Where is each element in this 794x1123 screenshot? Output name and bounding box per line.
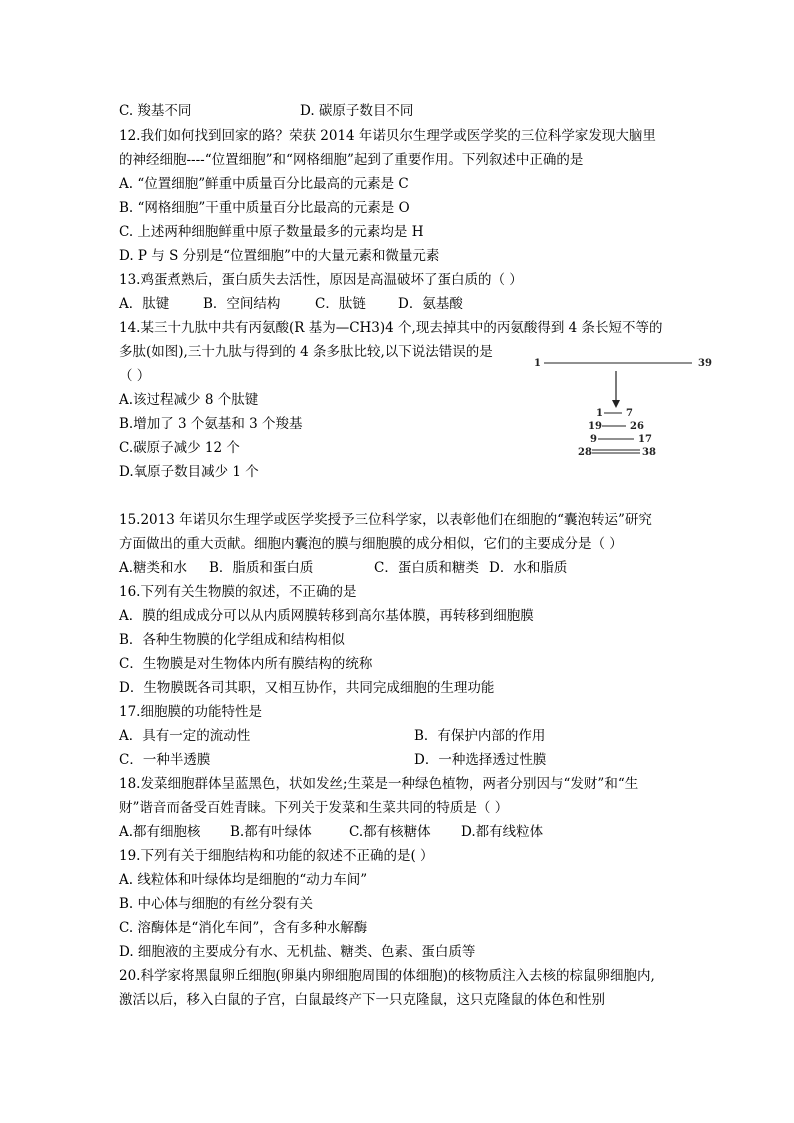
fig-r3-left: 9 [590,434,597,445]
q15-stem-line1: 15.2013 年诺贝尔生理学或医学奖授予三位科学家，以表彰他们在细胞的“囊泡转运”研究 [119,512,652,528]
q15-option-a: A.糖类和水 [119,560,188,576]
q12-option-a: A. “位置细胞”鲜重中质量百分比最高的元素是 C [119,176,409,192]
fig-r4-right: 38 [642,447,656,458]
q19-option-d: D. 细胞液的主要成分有水、无机盐、糖类、色素、蛋白质等 [119,944,476,960]
q13-option-c: C．肽链 [315,296,366,312]
q19-option-a: A. 线粒体和叶绿体均是细胞的“动力车间” [119,872,368,888]
peptide-diagram [530,352,730,467]
q14-answer-paren: （ ） [119,368,151,384]
q17-option-a: A．具有一定的流动性 [119,728,251,744]
q14-stem-line2: 多肽(如图),三十九肽与得到的 4 条多肽比较,以下说法错误的是 [119,344,493,360]
q14-stem-line1: 14.某三十九肽中共有丙氨酸(R 基为—CH3)4 个,现去掉其中的丙氨酸得到 4 条长短不等的 [119,320,663,336]
q18-option-b: B.都有叶绿体 [230,824,312,840]
q13-option-a: A．肽键 [119,296,170,312]
q13-option-d: D．氨基酸 [398,296,463,312]
fig-r1-left: 1 [596,408,603,419]
fig-r2-right: 26 [630,421,644,432]
q18-options [119,823,544,841]
fig-r4-left: 28 [578,447,592,458]
q18-option-d: D.都有线粒体 [461,824,544,840]
q17-stem: 17.细胞膜的功能特性是 [119,704,262,720]
q12-option-c: C. 上述两种细胞鲜重中原子数量最多的元素均是 H [119,224,424,240]
q14-option-a: A.该过程减少 8 个肽键 [119,392,259,408]
q18-stem-line1: 18.发菜细胞群体呈蓝黑色，状如发丝;生菜是一种绿色植物，两者分别因与“发财”和“生 [119,776,639,792]
q20-stem-line2: 激活以后，移入白鼠的子宫，白鼠最终产下一只克隆鼠，这只克隆鼠的体色和性别 [119,992,605,1008]
q15-option-b: B．脂质和蛋白质 [209,560,314,576]
q19-stem: 19.下列有关于细胞结构和功能的叙述不正确的是( ） [119,848,434,864]
q18-stem-line2: 财”谐音而备受百姓青睐。下列关于发菜和生菜共同的特质是（ ） [119,800,509,816]
q17-option-c: C．一种半透膜 [119,752,211,768]
q19-option-b: B. 中心体与细胞的有丝分裂有关 [119,896,314,912]
q17-options-row2 [119,751,547,769]
q14-option-b: B.增加了 3 个氨基和 3 个羧基 [119,416,303,432]
q12-option-b: B. “网格细胞”干重中质量百分比最高的元素是 O [119,200,410,216]
q13-options [119,295,463,313]
q12-stem-line2: 的神经细胞----“位置细胞”和“网格细胞”起到了重要作用。下列叙述中正确的是 [119,152,584,168]
q17-options-row1 [119,727,546,745]
q13-stem: 13.鸡蛋煮熟后，蛋白质失去活性，原因是高温破坏了蛋白质的（ ） [119,272,523,288]
fig-r1-right: 7 [626,408,633,419]
q16-option-a: A．膜的组成成分可以从内质网膜转移到高尔基体膜，再转移到细胞膜 [119,608,534,624]
q18-option-c: C.都有核糖体 [349,824,431,840]
q18-option-a: A.都有细胞核 [119,824,201,840]
fig-arrow-head-icon [612,400,620,408]
q16-stem: 16.下列有关生物膜的叙述，不正确的是 [119,584,357,600]
q13-option-b: B．空间结构 [203,296,281,312]
fig-r3-right: 17 [638,434,652,445]
q17-option-b: B．有保护内部的作用 [414,728,546,744]
q19-option-c: C. 溶酶体是“消化车间”，含有多种水解酶 [119,920,368,936]
q15-options [119,559,568,577]
q16-option-d: D．生物膜既各司其职，又相互协作，共同完成细胞的生理功能 [119,680,495,696]
q20-stem-line1: 20.科学家将黑鼠卵丘细胞(卵巢内卵细胞周围的体细胞)的核物质注入去核的棕鼠卵细胞内, [119,968,655,984]
q11-option-c: C. 羧基不同 [119,103,192,119]
q16-option-c: C．生物膜是对生物体内所有膜结构的统称 [119,656,373,672]
fig-top-right-label: 39 [698,358,712,369]
q17-option-d: D．一种选择透过性膜 [414,752,547,768]
q14-option-c: C.碳原子减少 12 个 [119,440,240,456]
q15-stem-line2: 方面做出的重大贡献。细胞内囊泡的膜与细胞膜的成分相似，它们的主要成分是（ ） [119,536,623,552]
q15-option-c: C．蛋白质和糖类 [374,560,479,576]
q14-option-d: D.氧原子数目减少 1 个 [119,464,259,480]
q12-option-d: D. P 与 S 分别是“位置细胞”中的大量元素和微量元素 [119,248,440,264]
fig-r2-left: 19 [588,421,602,432]
q15-option-d: D．水和脂质 [489,560,568,576]
q11-options [119,102,414,120]
q12-stem-line1: 12.我们如何找到回家的路？荣获 2014 年诺贝尔生理学或医学奖的三位科学家发现大脑里 [119,128,656,144]
q11-option-d: D. 碳原子数目不同 [300,103,414,119]
fig-top-left-label: 1 [534,358,541,369]
q16-option-b: B．各种生物膜的化学组成和结构相似 [119,632,345,648]
